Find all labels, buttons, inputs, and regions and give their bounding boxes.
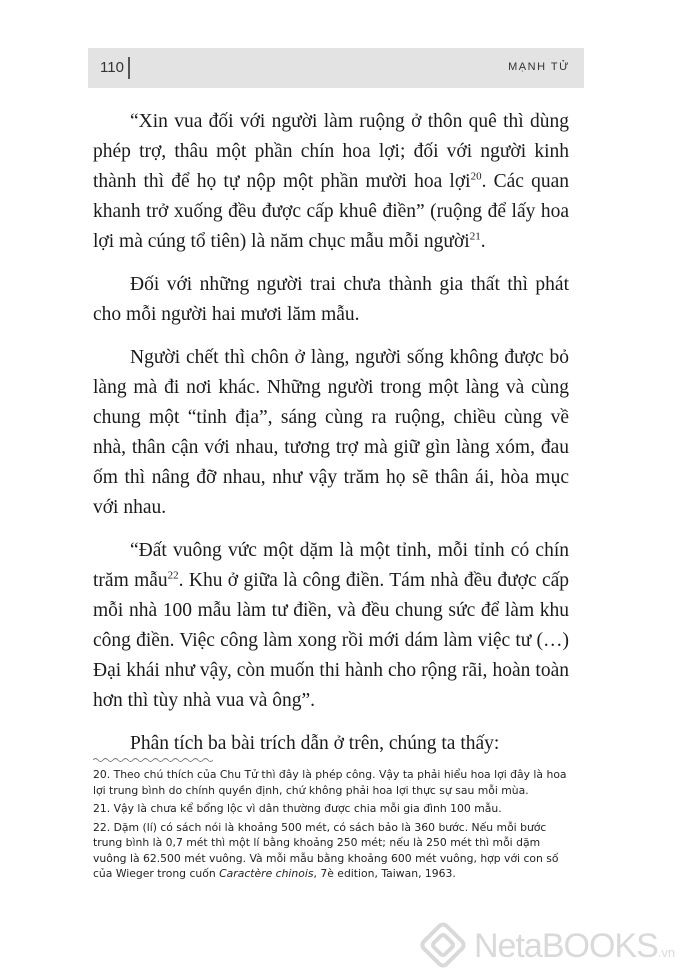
footnote-20: 20. Theo chú thích của Chu Tử thì đây là phép công. Vậy ta phải hiểu hoa lợi đây là hoa lợi trung bình do chính quyền định, chứ không phải hoa lợi thực sự sau mỗi mùa. [93, 768, 567, 797]
netabooks-logo-icon [418, 920, 468, 970]
footnote-22: 22. Dặm (lí) có sách nói là khoảng 500 mét, có sách bảo là 360 bước. Nếu mỗi bước trung bình là 0,7 mét thì một lí bằng khoảng 250 mét; nếu là 250 mét thì mỗi dặm vuông là 62.500 mét vuông. Và mỗi mẫu bằng khoảng 600 mét vuông, hợp với con số của Wieger trong cuốn Caractère chinois, 7è edition, Taiwan, 1963. [93, 820, 559, 880]
footnotes [93, 767, 569, 885]
paragraph-1: “Xin vua đối với người làm ruộng ở thôn quê thì dùng phép trợ, thâu một phần chín hoa lợi; đối với người kinh thành thì để họ tự nộp một phần mười hoa lợi$^{20}$. Các quan khanh trở xuống đều được cấp khuê điền” (ruộng để lấy hoa lợi mà cúng tổ tiên) là năm chục mẫu mỗi người$^{21}$. [93, 111, 569, 252]
page-number: 110 [100, 59, 124, 76]
body-text [93, 107, 569, 772]
footnote-ref-20[interactable]: 20 [470, 170, 482, 183]
footnote-ref-21[interactable]: 21 [469, 230, 481, 243]
footnote-ref-22[interactable]: 22 [167, 569, 179, 582]
page-header [88, 48, 584, 88]
paragraph-4: “Đất vuông vức một dặm là một tỉnh, mỗi tỉnh có chín trăm mẫu$^{22}$. Khu ở giữa là công điền. Tám nhà đều được cấp mỗi nhà 100 mẫu làm tư điền, và đều chung sức để làm khu công điền. Việc công làm xong rồi mới dám làm việc tư (…) Đại khái như vậy, còn muốn thi hành cho rộng rãi, hoàn toàn hơn thì tùy nhà vua và ông”. [93, 540, 570, 711]
paragraph-3: Người chết thì chôn ở làng, người sống không được bỏ làng mà đi nơi khác. Những người trong một làng và cùng chung một “tỉnh địa”, sáng cùng ra ruộng, chiều cùng về nhà, thân cận với nhau, tương trợ mà giữ gìn làng xóm, đau ốm thì nâng đỡ nhau, như vậy trăm họ sẽ thân ái, hòa mục với nhau. [93, 347, 569, 518]
header-divider [128, 57, 130, 79]
footnote-21: 21. Vậy là chưa kể bổng lộc vì dân thường được chia mỗi gia đình 100 mẫu. [93, 802, 502, 815]
book-title: Caractère chinois [219, 867, 314, 880]
footnote-separator [93, 757, 213, 763]
paragraph-2: Đối với những người trai chưa thành gia thất thì phát cho mỗi người hai mươi lăm mẫu. [93, 274, 569, 325]
watermark [418, 918, 688, 972]
running-title: MẠNH TỬ [508, 61, 570, 73]
paragraph-5: Phân tích ba bài trích dẫn ở trên, chúng ta thấy: [130, 733, 500, 754]
watermark-text: NetaBOOKS.vn [474, 927, 676, 965]
